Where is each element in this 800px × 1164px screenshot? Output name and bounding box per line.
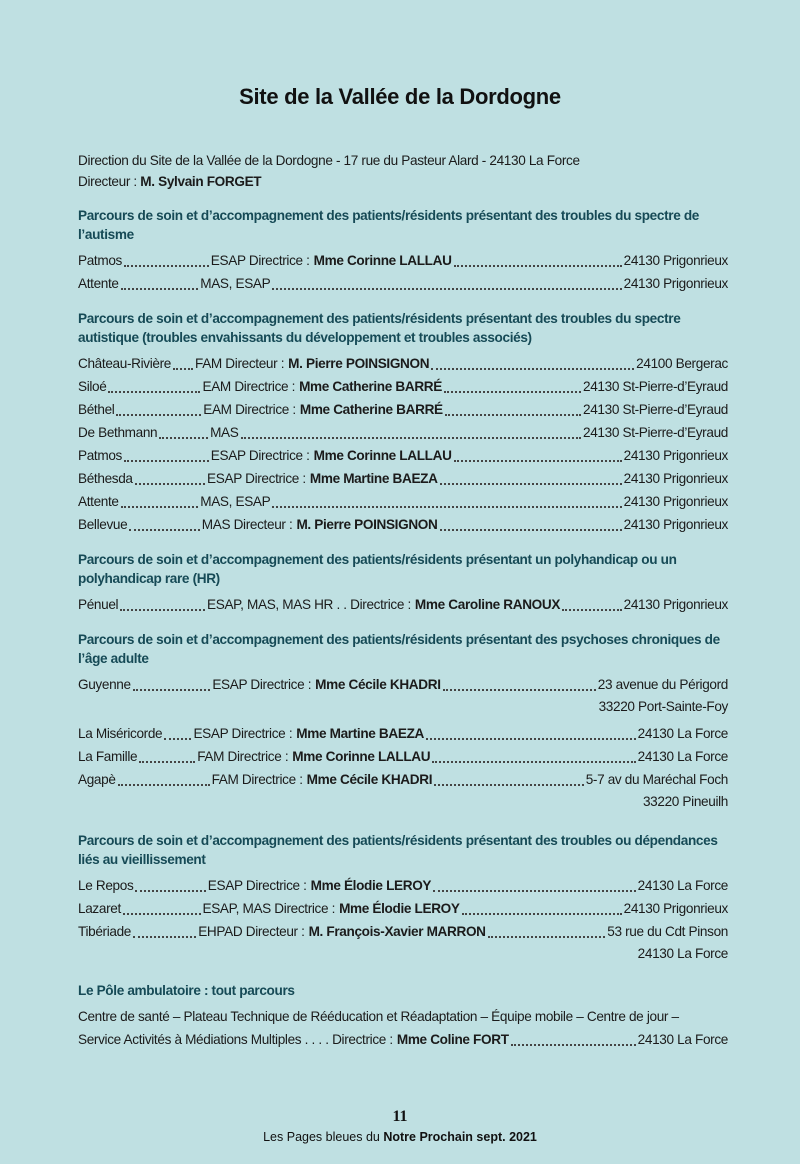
entry-name: La Famille xyxy=(78,749,138,764)
entry-person: Mme Corinne LALLAU xyxy=(292,749,431,764)
dot-leader xyxy=(139,747,195,763)
entry-type: EHPAD Directeur : xyxy=(198,924,305,939)
dot-leader xyxy=(121,274,199,290)
entry-name: Pénuel xyxy=(78,597,119,612)
entry-row xyxy=(78,490,728,513)
entry-row xyxy=(78,920,728,943)
dot-leader xyxy=(433,876,636,892)
entry-name: De Bethmann xyxy=(78,425,158,440)
section xyxy=(78,831,728,969)
entry-location-line2: 33220 Pineuilh xyxy=(642,794,728,809)
dot-leader xyxy=(164,724,191,740)
entry-type: ESAP Directrice : xyxy=(193,726,293,741)
entry-name: Château-Rivière xyxy=(78,356,171,371)
section-title: Parcours de soin et d’accompagnement des patients/résidents présentant des psychoses chroniques de l’âge adulte xyxy=(78,632,720,666)
ambulatoire-line2-person: Mme Coline FORT xyxy=(396,1032,509,1047)
ambulatoire-line2-prefix: Service Activités à Médiations Multiples . . . . Directrice : xyxy=(78,1032,393,1047)
entry-row xyxy=(78,897,728,920)
entry-type: ESAP, MAS, MAS HR . . Directrice : xyxy=(207,597,411,612)
dot-leader xyxy=(488,922,606,938)
entry-type: FAM Directrice : xyxy=(197,749,289,764)
entry-name: Guyenne xyxy=(78,677,131,692)
entry-type: EAM Directrice : xyxy=(203,402,296,417)
dot-leader xyxy=(135,876,205,892)
entry-location: 24130 St-Pierre-d’Eyraud xyxy=(583,425,728,440)
ambulatoire-section xyxy=(78,981,728,1051)
page-number: 11 xyxy=(392,1108,408,1125)
entry-person: M. François-Xavier MARRON xyxy=(308,924,486,939)
ambulatoire-line2 xyxy=(78,1028,728,1051)
section-title: Parcours de soin et d’accompagnement des patients/résidents présentant des troubles du spectre autistique (troubles envahissants du développement et troubles associés) xyxy=(78,311,681,345)
direction-director xyxy=(78,171,728,192)
dot-leader xyxy=(120,595,205,611)
entry-person: Mme Cécile KHADRI xyxy=(315,677,441,692)
dot-leader xyxy=(445,400,581,416)
section-title: Parcours de soin et d’accompagnement des patients/résidents présentant des troubles ou dépendances liés au vieillissement xyxy=(78,833,718,867)
entry-location: 23 avenue du Périgord xyxy=(597,677,728,692)
entry-name: Tibériade xyxy=(78,924,132,939)
entry-person: Mme Martine BAEZA xyxy=(309,471,438,486)
dot-leader xyxy=(454,251,622,267)
entry-type: ESAP Directrice : xyxy=(212,677,312,692)
dot-leader xyxy=(135,469,205,485)
section-title: Parcours de soin et d’accompagnement des patients/résidents présentant un polyhandicap ou un polyhandicap rare (HR) xyxy=(78,552,677,586)
entry-name: Patmos xyxy=(78,448,122,463)
entry-row xyxy=(78,722,728,745)
entry-person: Mme Corinne LALLAU xyxy=(313,253,452,268)
dot-leader xyxy=(454,446,622,462)
entry-type: MAS, ESAP xyxy=(200,494,271,509)
section xyxy=(78,309,728,536)
director-label: Directeur : xyxy=(78,174,137,189)
dot-leader xyxy=(272,274,621,290)
dot-leader xyxy=(440,515,622,531)
dot-leader xyxy=(123,899,201,915)
dot-leader xyxy=(432,747,635,763)
dot-leader xyxy=(118,770,210,786)
content xyxy=(78,150,728,1051)
entry-name: Siloé xyxy=(78,379,107,394)
entry-location: 24130 Prigonrieux xyxy=(623,597,728,612)
entry-location: 24130 Prigonrieux xyxy=(623,901,728,916)
entry-name: Agapè xyxy=(78,772,116,787)
footer-publication: Notre Prochain sept. 2021 xyxy=(383,1130,537,1144)
dot-leader xyxy=(462,899,622,915)
dot-leader xyxy=(444,377,581,393)
entry-location: 24130 Prigonrieux xyxy=(623,471,728,486)
dot-leader xyxy=(159,423,208,439)
dot-leader xyxy=(133,675,211,691)
dot-leader xyxy=(241,423,582,439)
entry-name: La Miséricorde xyxy=(78,726,163,741)
entry-location: 24130 Prigonrieux xyxy=(623,448,728,463)
entry-location: 24130 La Force xyxy=(637,878,728,893)
dot-leader xyxy=(124,251,209,267)
entry-person: Mme Corinne LALLAU xyxy=(313,448,452,463)
entry-name: Béthesda xyxy=(78,471,133,486)
section-title: Parcours de soin et d’accompagnement des patients/résidents présentant des troubles du spectre de l’autisme xyxy=(78,208,700,242)
director-name: M. Sylvain FORGET xyxy=(140,174,262,189)
entry-row xyxy=(78,249,728,272)
entry-name: Béthel xyxy=(78,402,115,417)
dot-leader xyxy=(108,377,200,393)
section xyxy=(78,630,728,817)
entry-person: Mme Catherine BARRÉ xyxy=(299,379,442,394)
footer-prefix: Les Pages bleues du xyxy=(263,1130,384,1144)
entry-type: ESAP Directrice : xyxy=(210,253,310,268)
entry-row xyxy=(78,874,728,897)
dot-leader xyxy=(443,675,596,691)
entry-type: ESAP Directrice : xyxy=(207,471,306,486)
entry-type: ESAP Directrice : xyxy=(207,878,307,893)
footer-text xyxy=(0,1130,800,1144)
entry-row xyxy=(78,352,728,375)
entry-name: Le Repos xyxy=(78,878,134,893)
entry-person: M. Pierre POINSIGNON xyxy=(296,517,438,532)
entry-type: ESAP, MAS Directrice : xyxy=(202,901,336,916)
entry-name: Patmos xyxy=(78,253,122,268)
ambulatoire-title: Le Pôle ambulatoire : tout parcours xyxy=(78,983,295,998)
entry-type: MAS xyxy=(210,425,239,440)
dot-leader xyxy=(511,1030,636,1046)
entry-person: Mme Caroline RANOUX xyxy=(414,597,561,612)
entry-location: 5-7 av du Maréchal Foch xyxy=(585,772,728,787)
entry-location: 24130 La Force xyxy=(637,726,728,741)
entry-row xyxy=(78,673,728,696)
dot-leader xyxy=(116,400,201,416)
dot-leader xyxy=(173,354,193,370)
entry-name: Attente xyxy=(78,494,119,509)
entry-person: Mme Élodie LEROY xyxy=(339,901,460,916)
entry-location-line2: 24130 La Force xyxy=(637,946,728,961)
entry-row xyxy=(78,375,728,398)
dot-leader xyxy=(121,492,199,508)
entry-location: 24130 Prigonrieux xyxy=(623,517,728,532)
entry-location: 24130 La Force xyxy=(637,749,728,764)
entry-type: FAM Directrice : xyxy=(211,772,303,787)
entry-type: MAS Directeur : xyxy=(201,517,293,532)
entry-row xyxy=(78,768,728,791)
dot-leader xyxy=(129,515,199,531)
entry-row xyxy=(78,421,728,444)
entry-person: M. Pierre POINSIGNON xyxy=(288,356,430,371)
dot-leader xyxy=(440,469,622,485)
entry-location: 24130 St-Pierre-d’Eyraud xyxy=(583,379,728,394)
entry-person: Mme Catherine BARRÉ xyxy=(299,402,443,417)
ambulatoire-line1: Centre de santé – Plateau Technique de Rééducation et Réadaptation – Équipe mobile – Centre de jour – xyxy=(78,1009,679,1024)
entry-person: Mme Élodie LEROY xyxy=(310,878,432,893)
dot-leader xyxy=(426,724,636,740)
entry-name: Lazaret xyxy=(78,901,121,916)
entry-person: Mme Cécile KHADRI xyxy=(306,772,433,787)
entry-location: 24130 Prigonrieux xyxy=(623,494,728,509)
entry-row xyxy=(78,398,728,421)
entry-type: FAM Directeur : xyxy=(194,356,285,371)
entry-location: 24130 St-Pierre-d’Eyraud xyxy=(583,402,728,417)
sections xyxy=(78,206,728,969)
entry-row xyxy=(78,444,728,467)
entry-row xyxy=(78,745,728,768)
entry-row xyxy=(78,272,728,295)
dot-leader xyxy=(431,354,634,370)
dot-leader xyxy=(124,446,209,462)
entry-name: Attente xyxy=(78,276,119,291)
dot-leader xyxy=(133,922,196,938)
page-title: Site de la Vallée de la Dordogne xyxy=(239,84,561,109)
entry-row xyxy=(78,593,728,616)
dot-leader xyxy=(434,770,584,786)
entry-type: EAM Directrice : xyxy=(202,379,296,394)
dot-leader xyxy=(562,595,622,611)
section xyxy=(78,206,728,295)
entry-person: Mme Martine BAEZA xyxy=(296,726,424,741)
entry-type: MAS, ESAP xyxy=(200,276,271,291)
entry-location: 24130 Prigonrieux xyxy=(623,253,728,268)
dot-leader xyxy=(272,492,621,508)
entry-location: 24130 Prigonrieux xyxy=(623,276,728,291)
entry-name: Bellevue xyxy=(78,517,128,532)
ambulatoire-line2-location: 24130 La Force xyxy=(637,1032,728,1047)
entry-type: ESAP Directrice : xyxy=(210,448,310,463)
entry-location: 53 rue du Cdt Pinson xyxy=(607,924,728,939)
entry-row xyxy=(78,467,728,490)
direction-address: Direction du Site de la Vallée de la Dordogne - 17 rue du Pasteur Alard - 24130 La Force xyxy=(78,153,580,168)
entry-location-line2: 33220 Port-Sainte-Foy xyxy=(598,699,728,714)
entry-location: 24100 Bergerac xyxy=(636,356,728,371)
entry-row xyxy=(78,513,728,536)
section xyxy=(78,550,728,616)
